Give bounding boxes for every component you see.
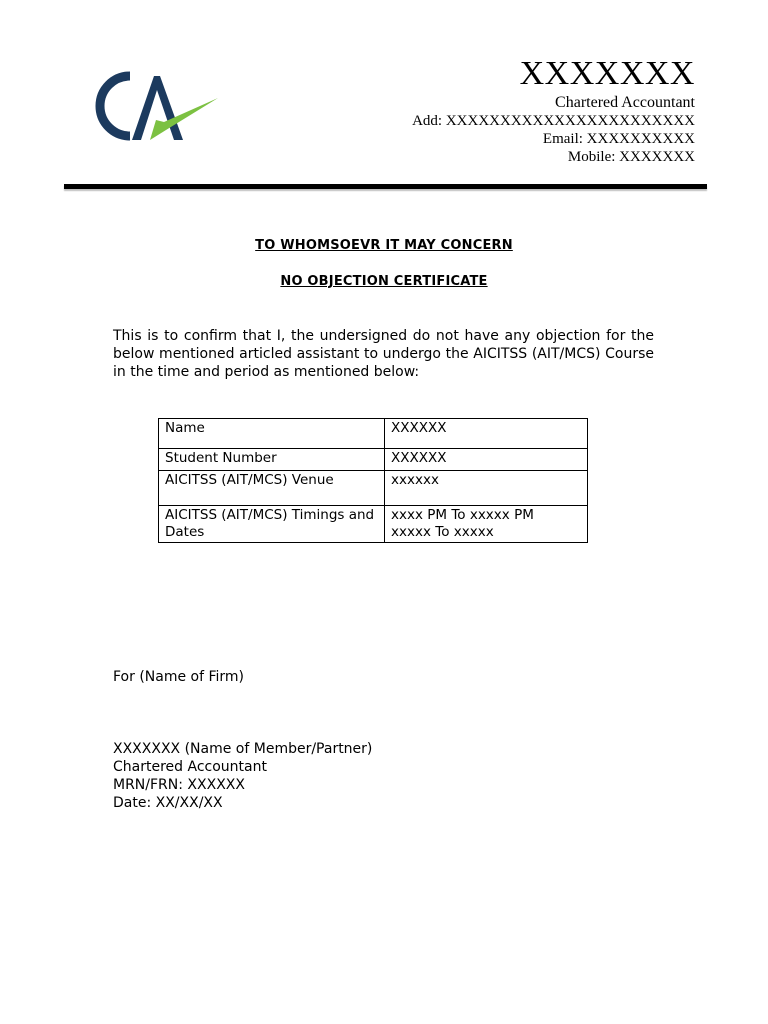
details-table	[158, 418, 588, 543]
row-value: XXXXXX	[385, 449, 588, 471]
dates-line: xxxxx To xxxxx	[391, 524, 494, 540]
row-label: AICITSS (AIT/MCS) Timings and Dates	[159, 506, 385, 543]
signatory-name: XXXXXXX (Name of Member/Partner)	[113, 741, 373, 757]
logo-letter-c	[100, 76, 130, 136]
mobile-line: Mobile: XXXXXXX	[567, 149, 695, 165]
table-row	[159, 449, 588, 471]
letterhead	[412, 56, 695, 166]
mrn-frn: MRN/FRN: XXXXXX	[113, 777, 245, 793]
signature-block	[113, 740, 372, 812]
row-label: Student Number	[159, 449, 385, 471]
table-row	[159, 471, 588, 506]
heading-certificate: NO OBJECTION CERTIFICATE	[280, 274, 488, 289]
address-line: Add: XXXXXXXXXXXXXXXXXXXXXXX	[412, 113, 695, 129]
row-value: xxxxxx	[385, 471, 588, 506]
table-row	[159, 419, 588, 449]
row-value: XXXXXX	[385, 419, 588, 449]
timing-line: xxxx PM To xxxxx PM	[391, 507, 534, 523]
table-row	[159, 506, 588, 543]
row-value	[385, 506, 588, 543]
email-line: Email: XXXXXXXXXX	[542, 131, 695, 147]
firm-name: XXXXXXX	[519, 55, 695, 92]
row-label: AICITSS (AIT/MCS) Venue	[159, 471, 385, 506]
designation: Chartered Accountant	[555, 94, 695, 111]
signatory-designation: Chartered Accountant	[113, 759, 267, 775]
header-divider	[64, 184, 707, 189]
ca-logo	[90, 68, 220, 146]
date-line: Date: XX/XX/XX	[113, 795, 223, 811]
heading-concern: TO WHOMSOEVR IT MAY CONCERN	[255, 238, 513, 253]
for-firm: For (Name of Firm)	[113, 669, 245, 685]
logo-tick	[150, 98, 218, 140]
body-paragraph: This is to confirm that I, the undersigned do not have any objection for the below mentioned articled assistant to undergo the AICITSS (AIT/MCS) Course in the time and period as mentioned below:	[113, 328, 654, 380]
row-label: Name	[159, 419, 385, 449]
